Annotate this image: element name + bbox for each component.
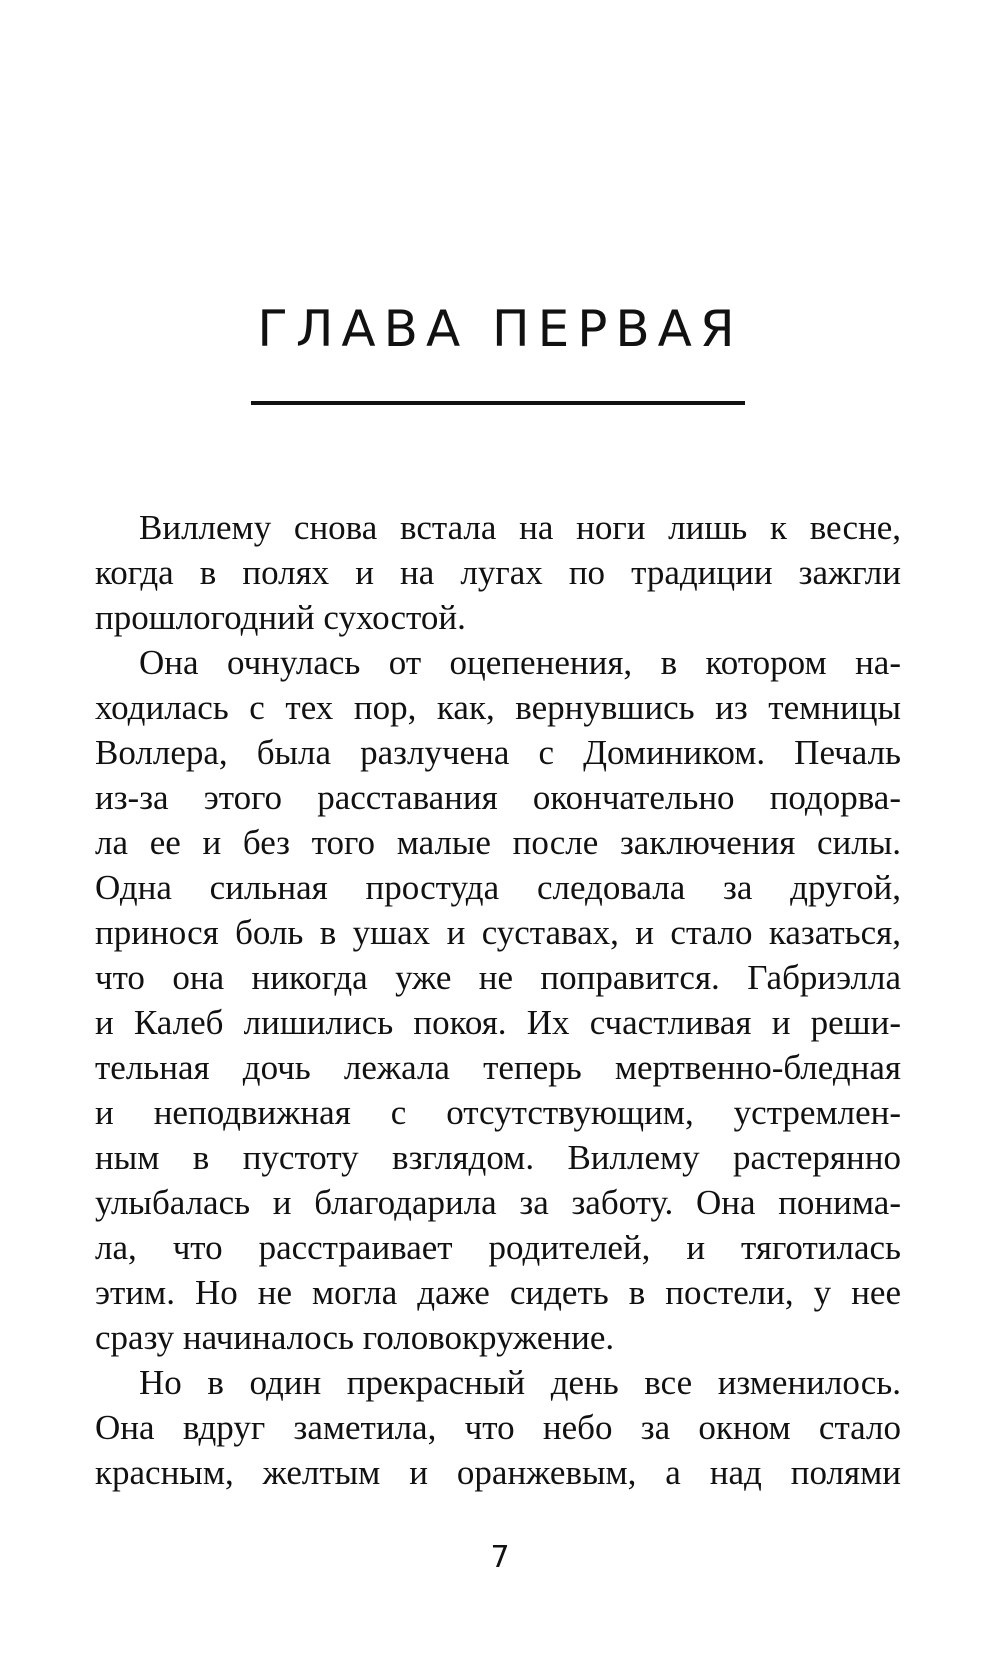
text-line: и Калеб лишились покоя. Их счастливая и реши- [95,1003,901,1042]
text-line: и неподвижная с отсутствующим, устремлен- [95,1093,901,1132]
page-number: 7 [490,1540,510,1575]
text-line: ла ее и без того малые после заключения силы. [95,823,901,862]
text-line: Она вдруг заметила, что небо за окном стало [95,1408,901,1447]
text-line: этим. Но не могла даже сидеть в постели, у нее [95,1273,901,1312]
text-line: красным, желтым и оранжевым, а над полями [95,1453,901,1492]
text-line: тельная дочь лежала теперь мертвенно-бледная [95,1048,901,1087]
chapter-title: ГЛАВА ПЕРВАЯ [257,300,743,358]
text-line: Но в один прекрасный день все изменилось. [139,1363,901,1402]
text-line: что она никогда уже не поправится. Габриэлла [95,958,901,997]
title-underline [251,401,745,405]
text-line: ла, что расстраивает родителей, и тяготилась [95,1228,901,1267]
text-line: прошлогодний сухостой. [95,598,466,637]
text-line: Она очнулась от оцепенения, в котором на- [139,643,901,682]
body-text [95,505,901,1495]
text-line: Воллера, была разлучена с Домиником. Печаль [95,733,901,772]
text-line: Виллему снова встала на ноги лишь к весне, [139,508,901,547]
text-line: Одна сильная простуда следовала за другой, [95,868,901,907]
text-line: улыбалась и благодарила за заботу. Она понима- [95,1183,901,1222]
text-line: из-за этого расставания окончательно подорва- [95,778,901,817]
text-line: ходилась с тех пор, как, вернувшись из темницы [95,688,901,727]
text-line: когда в полях и на лугах по традиции зажгли [95,553,901,592]
text-line: принося боль в ушах и суставах, и стало казаться, [95,913,901,952]
text-line: сразу начиналось головокружение. [95,1318,615,1357]
text-line: ным в пустоту взглядом. Виллему растерянно [95,1138,901,1177]
